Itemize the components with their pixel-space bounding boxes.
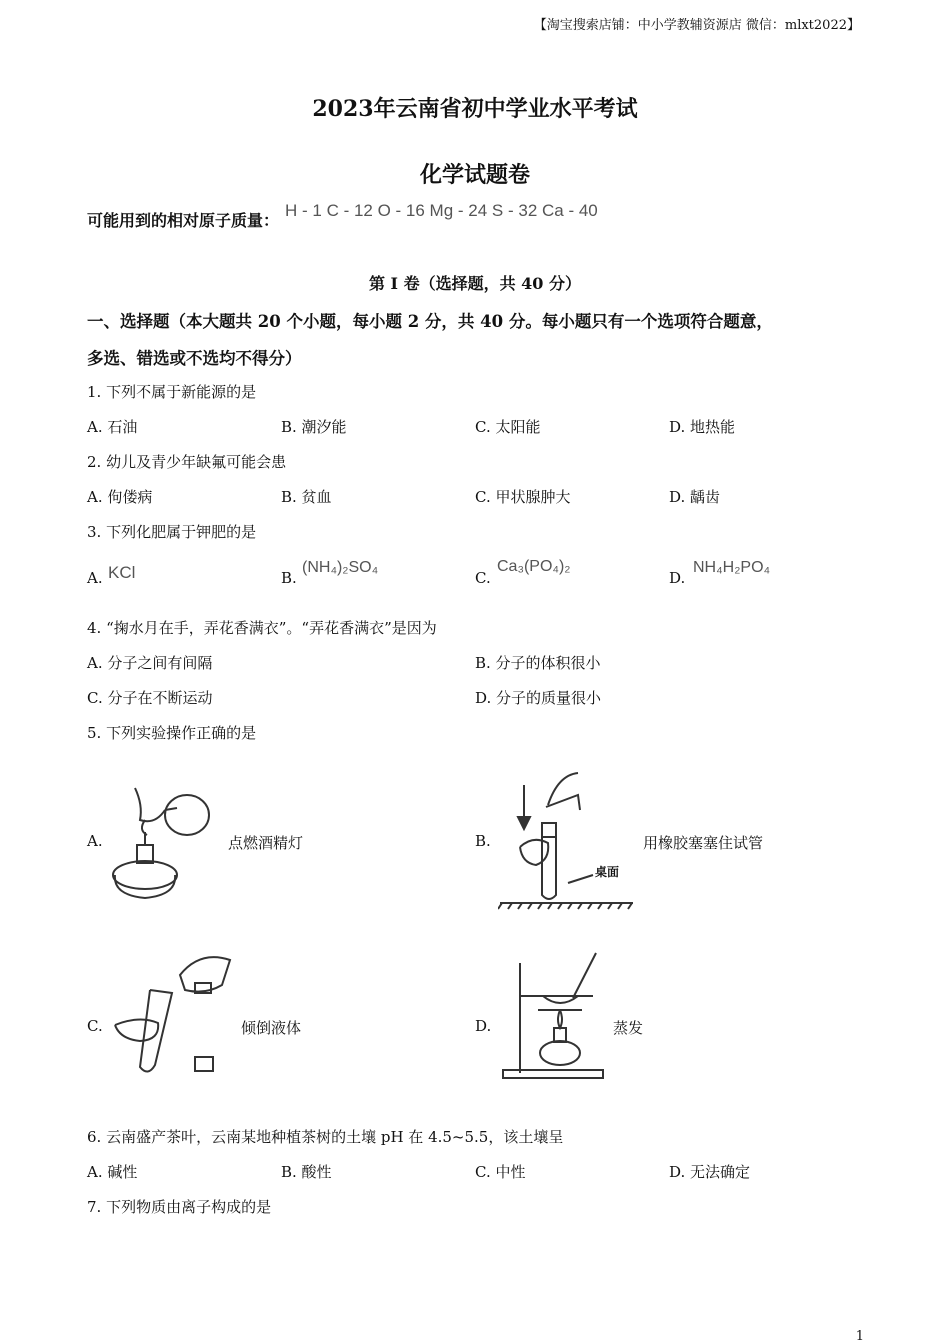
question-5-stem: 5. 下列实验操作正确的是 [87,724,257,742]
question-1-option-c: C. 太阳能 [475,418,541,436]
question-2-stem: 2. 幼儿及青少年缺氟可能会患 [87,453,287,471]
question-3-option-a-formula: KCl [108,563,136,582]
atomic-mass-label: 可能用到的相对原子质量： [87,211,280,230]
question-4-option-d: D. 分子的质量很小 [475,689,602,707]
desk-label: 桌面 [595,865,620,879]
header-note: 【淘宝搜索店铺：中小学教辅资源店 微信：mlxt2022】 [533,18,860,33]
question-6-option-d: D. 无法确定 [669,1163,751,1181]
question-5-option-a-label: A. [87,832,103,850]
instructions-line-1: 一、选择题（本大题共 20 个小题，每小题 2 分，共 40 分。每小题只有一个选项符合题意， [87,312,773,331]
question-3-option-d-formula: NH₄H₂PO₄ [693,559,771,576]
question-3-stem: 3. 下列化肥属于钾肥的是 [87,523,257,541]
question-3-option-a-label: A. [87,569,103,587]
question-4-option-b: B. 分子的体积很小 [475,654,601,672]
question-4-option-c: C. 分子在不断运动 [87,689,213,707]
instructions-line-2: 多选、错选或不选均不得分） [87,349,302,368]
question-1-stem: 1. 下列不属于新能源的是 [87,383,257,401]
question-2-option-a: A. 佝偻病 [87,488,153,506]
question-3-option-b-formula: (NH₄)₂SO₄ [302,559,379,576]
question-5-option-a-text: 点燃酒精灯 [228,834,304,852]
evaporation-setup-illustration [498,948,608,1083]
question-2-option-d: D. 龋齿 [669,488,721,506]
exam-title: 2023年云南省初中学业水平考试 [312,96,638,122]
atomic-mass-line [87,201,598,231]
question-5-option-c-label: C. [87,1017,103,1035]
atomic-mass-values: H - 1 C - 12 O - 16 Mg - 24 S - 32 Ca - 40 [285,201,598,220]
question-6-option-a: A. 碱性 [87,1163,138,1181]
question-6-stem: 6. 云南盛产茶叶，云南某地种植茶树的土壤 pH 在 4.5~5.5，该土壤呈 [87,1128,564,1146]
question-1-option-a: A. 石油 [87,418,138,436]
question-5-option-c-text: 倾倒液体 [241,1019,302,1037]
question-2-option-b: B. 贫血 [281,488,332,506]
question-3-option-c-formula: Ca₃(PO₄)₂ [497,558,571,575]
question-1-option-d: D. 地热能 [669,418,736,436]
question-5-option-b-text: 用橡胶塞塞住试管 [643,834,764,852]
question-6-option-b: B. 酸性 [281,1163,332,1181]
question-3-option-b-label: B. [281,569,297,587]
question-7-stem: 7. 下列物质由离子构成的是 [87,1198,272,1216]
page-number: 1 [855,1329,864,1344]
question-6-option-c: C. 中性 [475,1163,526,1181]
question-3-option-c-label: C. [475,569,491,587]
question-5-option-d-text: 蒸发 [613,1019,644,1037]
pouring-liquid-illustration [110,945,240,1080]
exam-subtitle: 化学试题卷 [419,162,530,188]
question-4-stem: 4. “掬水月在手，弄花香满衣”。“弄花香满衣”是因为 [87,619,437,637]
question-4-option-a: A. 分子之间有间隔 [87,654,213,672]
question-5-option-b-label: B. [475,832,491,850]
question-3-option-d-label: D. [669,569,686,587]
question-1-option-b: B. 潮汐能 [281,418,347,436]
stopper-test-tube-illustration [498,765,638,910]
section-heading: 第 I 卷（选择题，共 40 分） [368,274,582,293]
lighting-alcohol-lamp-illustration [105,780,220,905]
question-2-option-c: C. 甲状腺肿大 [475,488,571,506]
question-5-option-d-label: D. [475,1017,492,1035]
